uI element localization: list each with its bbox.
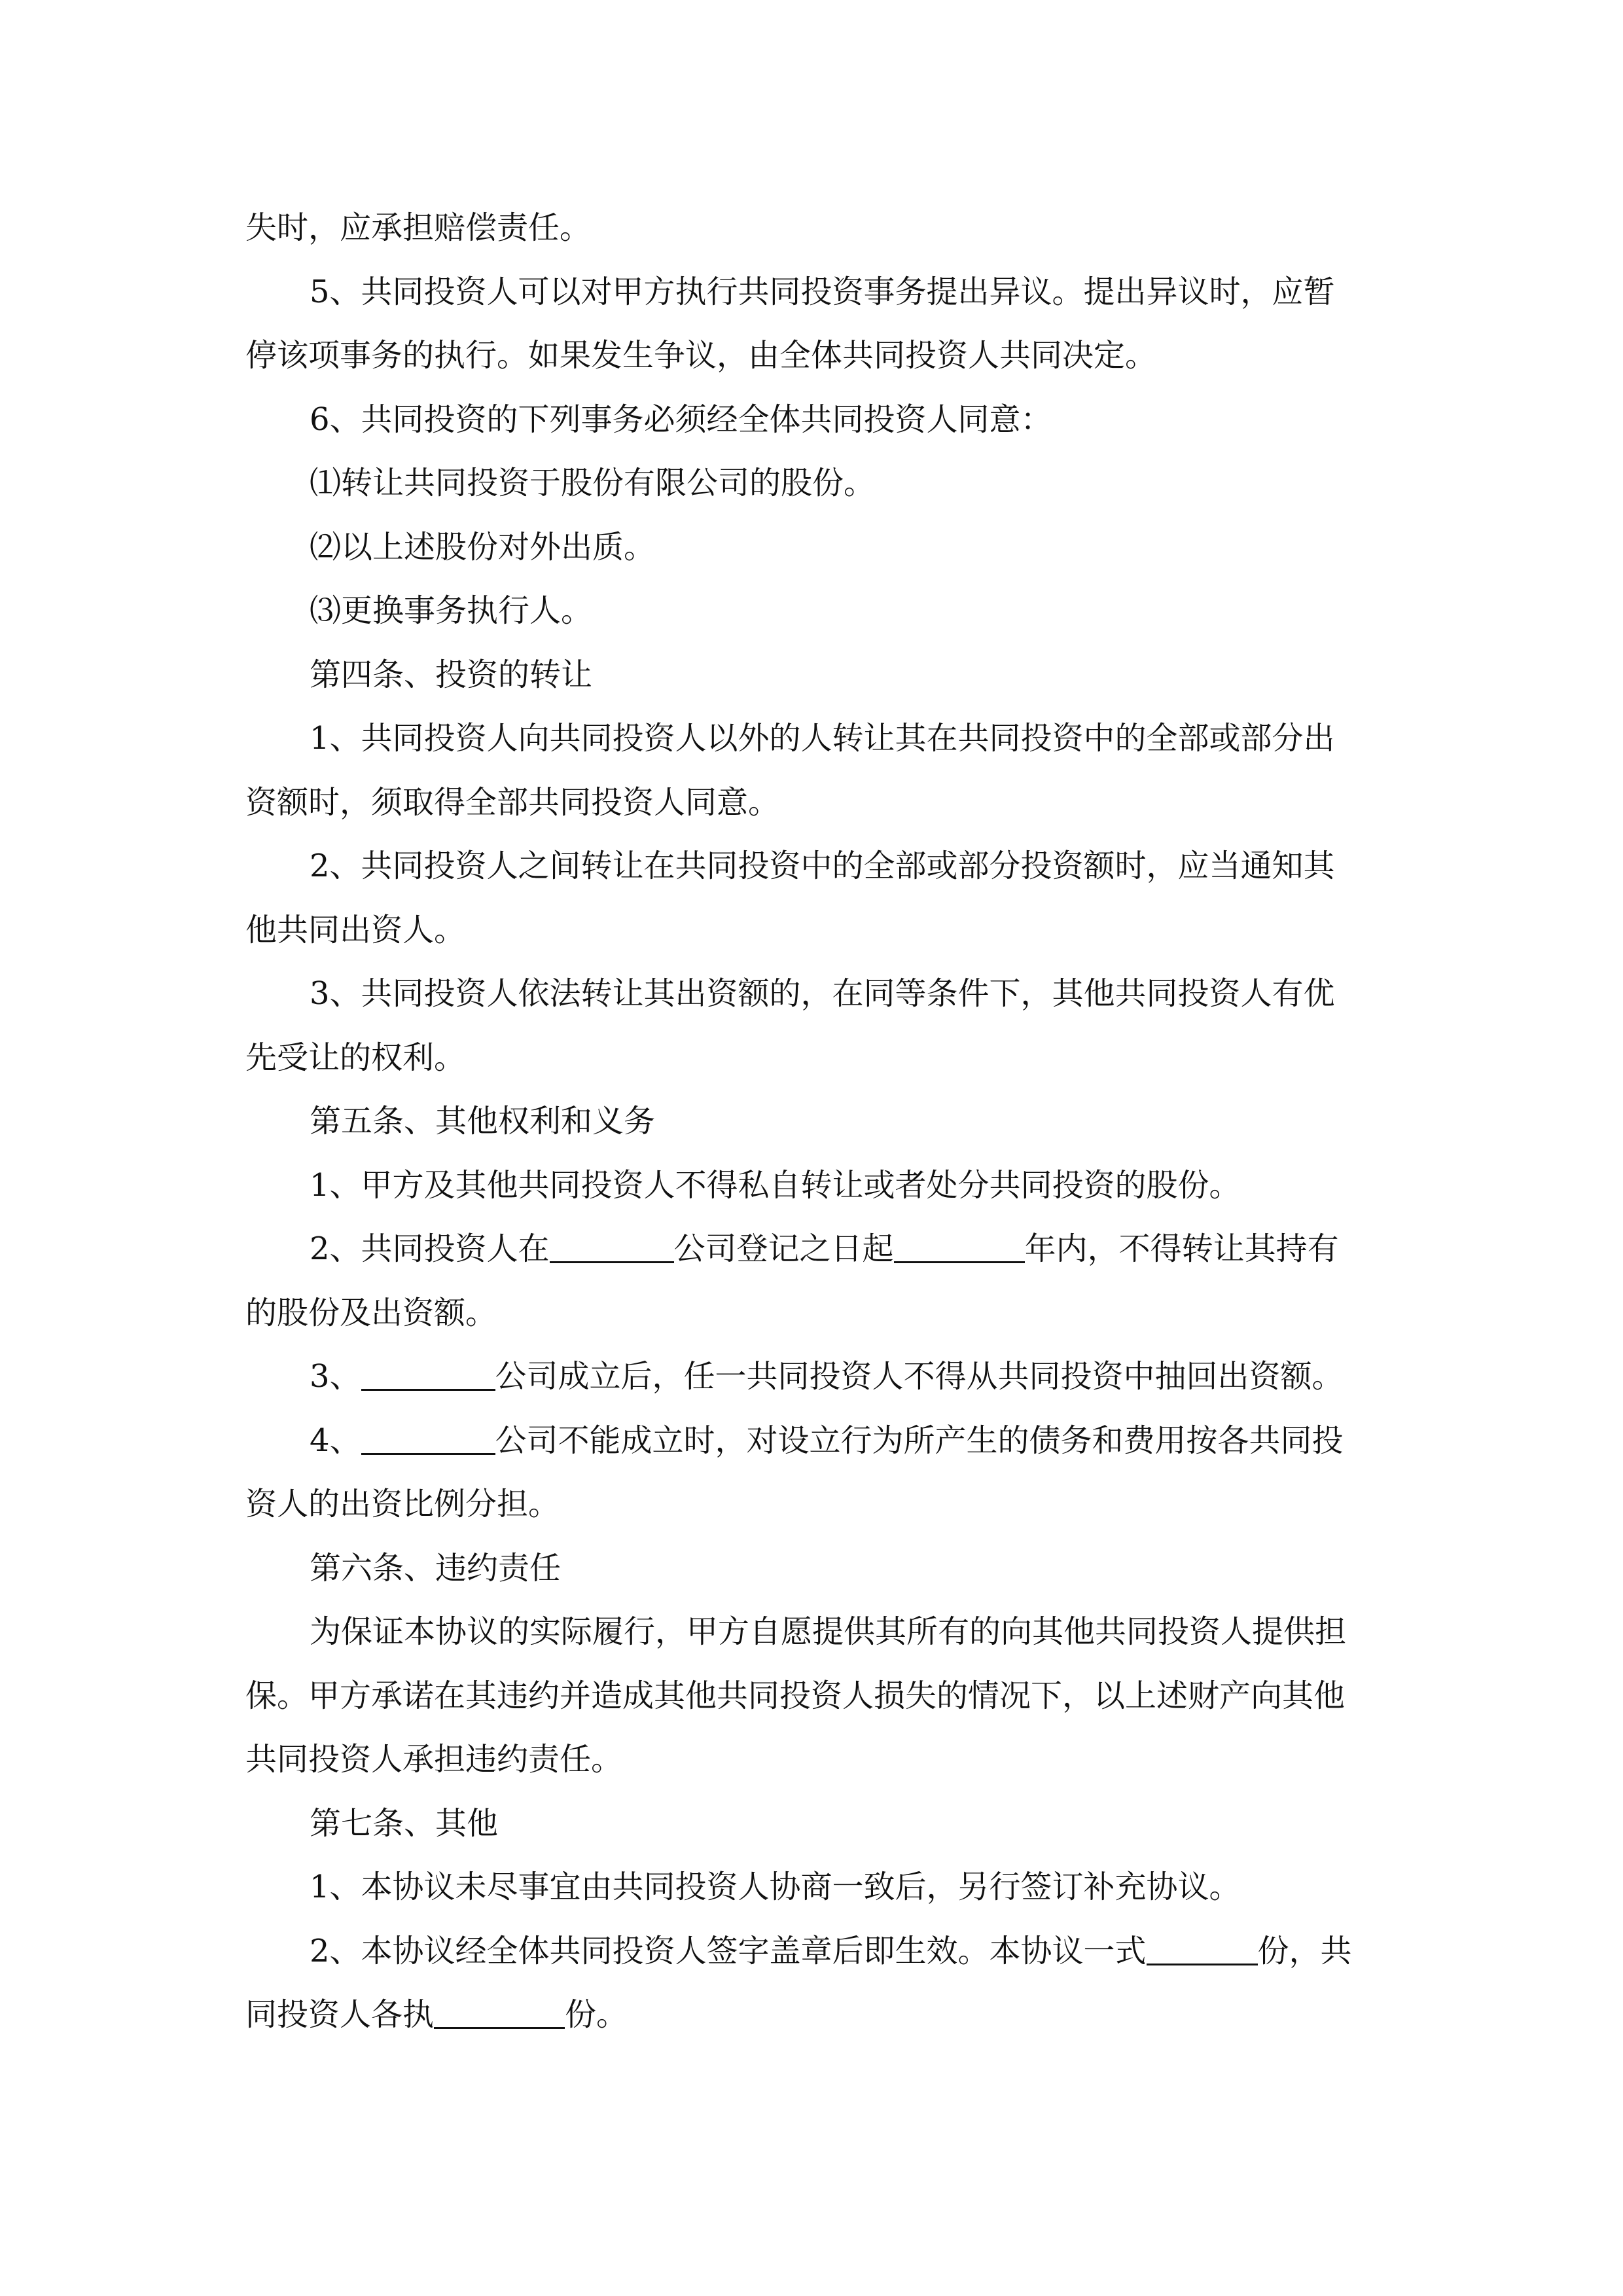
text-segment: 4、	[310, 1422, 361, 1459]
section-heading: 第五条、其他权利和义务	[310, 1103, 656, 1139]
section-heading: 第六条、违约责任	[310, 1549, 562, 1587]
document-body	[245, 196, 1378, 2047]
text-line: 为保证本协议的实际履行，甲方自愿提供其所有的向其他共同投资人提供担	[310, 1613, 1347, 1650]
text-line: 5、共同投资人可以对甲方执行共同投资事务提出异议。提出异议时，应暂	[310, 273, 1335, 310]
text-segment: 2、共同投资人在	[310, 1230, 550, 1267]
fill-in-blank	[361, 1420, 495, 1455]
text-line: 资额时，须取得全部共同投资人同意。	[245, 783, 780, 821]
text-line	[245, 1920, 1378, 1984]
fill-in-blank	[550, 1229, 674, 1263]
fill-in-blank	[894, 1229, 1025, 1263]
text-segment: 3、	[310, 1358, 361, 1395]
text-segment: 年内，不得转让其持有	[1024, 1230, 1339, 1267]
fill-in-blank	[1147, 1931, 1258, 1965]
text-line: 先受让的权利。	[245, 1039, 466, 1076]
text-line	[245, 1409, 1378, 1473]
text-line	[245, 1345, 1378, 1409]
text-line: 6、共同投资的下列事务必须经全体共同投资人同意：	[310, 401, 1052, 438]
section-heading: 第七条、其他	[310, 1804, 499, 1842]
text-line: 失时，应承担赔偿责任。	[245, 209, 592, 246]
text-line: 共同投资人承担违约责任。	[245, 1741, 623, 1778]
text-line: 资人的出资比例分担。	[245, 1486, 560, 1522]
text-line: ⑵以上述股份对外出质。	[310, 528, 656, 565]
text-line: 停该项事务的执行。如果发生争议，由全体共同投资人共同决定。	[245, 337, 1157, 374]
text-segment: 公司不能成立时，对设立行为所产生的债务和费用按各共同投	[495, 1422, 1344, 1459]
text-segment: 同投资人各执	[245, 1996, 435, 2033]
text-line	[245, 1983, 1378, 2047]
text-line: 1、本协议未尽事宜由共同投资人协商一致后，另行签订补充协议。	[310, 1869, 1241, 1905]
fill-in-blank	[434, 1994, 565, 2029]
text-segment: 2、本协议经全体共同投资人签字盖章后即生效。本协议一式	[310, 1932, 1147, 1969]
text-line: ⑶更换事务执行人。	[310, 592, 593, 629]
text-line	[245, 1217, 1378, 1282]
text-line: 保。甲方承诺在其违约并造成其他共同投资人损失的情况下，以上述财产向其他	[245, 1677, 1346, 1714]
text-line: 2、共同投资人之间转让在共同投资中的全部或部分投资额时，应当通知其	[310, 848, 1335, 884]
section-heading: 第四条、投资的转让	[310, 656, 593, 693]
text-line: 1、共同投资人向共同投资人以外的人转让其在共同投资中的全部或部分出	[310, 720, 1335, 757]
text-segment: 公司成立后，任一共同投资人不得从共同投资中抽回出资额。	[495, 1358, 1344, 1395]
text-line: ⑴转让共同投资于股份有限公司的股份。	[310, 465, 876, 501]
text-line: 他共同出资人。	[245, 911, 466, 948]
text-segment: 公司登记之日起	[673, 1230, 894, 1267]
text-segment: 份，共	[1257, 1932, 1352, 1969]
text-line: 3、共同投资人依法转让其出资额的，在同等条件下，其他共同投资人有优	[310, 975, 1335, 1012]
fill-in-blank	[361, 1356, 495, 1391]
text-line: 1、甲方及其他共同投资人不得私自转让或者处分共同投资的股份。	[310, 1166, 1241, 1204]
text-segment: 份。	[565, 1996, 628, 2033]
text-line: 的股份及出资额。	[245, 1294, 497, 1331]
